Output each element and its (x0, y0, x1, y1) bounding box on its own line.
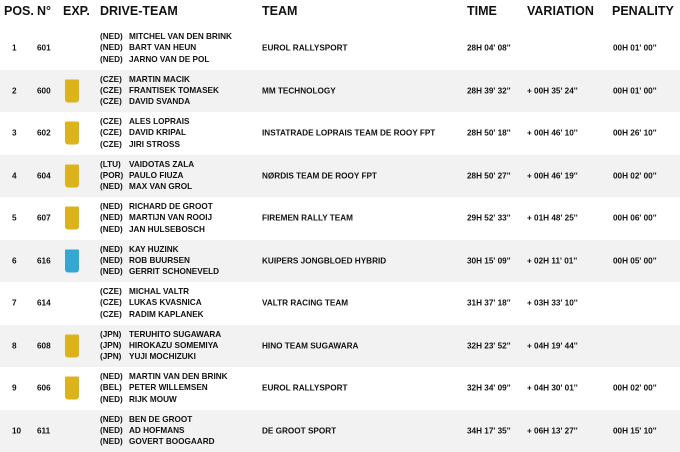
driver-line (100, 224, 213, 235)
team-cell: MM TECHNOLOGY (262, 86, 336, 96)
car-number-cell: 616 (37, 256, 51, 266)
driver-nationality: (NED) (100, 182, 123, 192)
driver-line (100, 351, 221, 362)
driver-name: YUJI MOCHIZUKI (129, 352, 196, 362)
team-cell: HINO TEAM SUGAWARA (262, 341, 359, 351)
experience-badge-icon (65, 249, 79, 272)
driver-name: BEN DE GROOT (129, 414, 193, 424)
table-row[interactable] (0, 27, 680, 70)
table-row[interactable] (0, 367, 680, 410)
table-row[interactable] (0, 325, 680, 368)
driver-nationality: (CZE) (100, 287, 122, 297)
table-row[interactable] (0, 70, 680, 113)
header-exp: EXP. (63, 4, 90, 18)
driver-name: PAULO FIUZA (129, 171, 184, 181)
car-number-cell: 608 (37, 341, 51, 351)
driver-name: JIRI STROSS (129, 139, 180, 149)
driver-name: JARNO VAN DE POL (129, 54, 210, 64)
drivers-cell (100, 329, 221, 363)
header-variation: VARIATION (527, 4, 594, 18)
table-row[interactable] (0, 410, 680, 452)
car-number-cell: 607 (37, 213, 51, 223)
driver-nationality: (CZE) (100, 309, 122, 319)
driver-name: JAN HULSEBOSCH (129, 224, 205, 234)
team-cell: VALTR RACING TEAM (262, 298, 349, 308)
drivers-cell (100, 244, 219, 278)
car-number-cell: 604 (37, 171, 51, 181)
driver-name: FRANTISEK TOMASEK (129, 86, 219, 96)
position-cell: 1 (12, 43, 17, 53)
driver-line (100, 383, 228, 394)
variation-cell: + 03H 33' 10'' (527, 298, 578, 308)
header-team: TEAM (262, 4, 298, 18)
experience-badge-icon (65, 79, 79, 102)
driver-nationality: (CZE) (100, 97, 122, 107)
driver-nationality: (NED) (100, 426, 123, 436)
time-cell: 34H 17' 35'' (467, 426, 511, 436)
variation-cell: + 04H 19' 44'' (527, 341, 578, 351)
experience-badge-icon (65, 377, 79, 400)
position-cell: 10 (12, 426, 22, 436)
driver-line (100, 340, 221, 351)
driver-line (100, 54, 232, 65)
driver-line (100, 309, 204, 320)
driver-line (100, 436, 215, 447)
car-number-cell: 602 (37, 128, 51, 138)
drivers-cell (100, 286, 204, 320)
driver-name: HIROKAZU SOMEMIYA (129, 341, 219, 351)
driver-nationality: (POR) (100, 171, 124, 181)
header-penality: PENALITY (612, 4, 674, 18)
experience-badge-icon (65, 164, 79, 187)
car-number-cell: 600 (37, 86, 51, 96)
driver-line (100, 128, 190, 139)
drivers-cell (100, 116, 190, 150)
driver-nationality: (JPN) (100, 352, 122, 362)
time-cell: 28H 04' 08'' (467, 43, 511, 53)
variation-cell: + 00H 46' 10'' (527, 128, 578, 138)
table-row[interactable] (0, 282, 680, 325)
position-cell: 7 (12, 298, 17, 308)
driver-nationality: (NED) (100, 32, 123, 42)
team-cell: DE GROOT SPORT (262, 426, 337, 436)
driver-name: MICHAL VALTR (129, 287, 190, 297)
driver-nationality: (CZE) (100, 117, 122, 127)
drivers-cell (100, 159, 194, 193)
driver-name: ALES LOPRAIS (129, 117, 190, 127)
table-header (0, 0, 680, 27)
driver-name: MARTIN MACIK (129, 74, 190, 84)
driver-nationality: (NED) (100, 213, 123, 223)
experience-badge-icon (65, 122, 79, 145)
variation-cell: + 00H 46' 19'' (527, 171, 578, 181)
penality-cell: 00H 01' 00'' (613, 86, 657, 96)
driver-nationality: (NED) (100, 224, 123, 234)
driver-line (100, 159, 194, 170)
driver-line (100, 116, 190, 127)
driver-nationality: (CZE) (100, 74, 122, 84)
driver-name: AD HOFMANS (129, 426, 185, 436)
position-cell: 3 (12, 128, 17, 138)
team-cell: FIREMEN RALLY TEAM (262, 213, 353, 223)
position-cell: 8 (12, 341, 17, 351)
driver-line (100, 201, 213, 212)
driver-name: MITCHEL VAN DEN BRINK (129, 32, 232, 42)
table-body (0, 27, 680, 452)
driver-line (100, 96, 219, 107)
variation-cell: + 06H 13' 27'' (527, 426, 578, 436)
time-cell: 28H 39' 32'' (467, 86, 511, 96)
table-row[interactable] (0, 197, 680, 240)
driver-name: GERRIT SCHONEVELD (129, 267, 220, 277)
driver-name: VAIDOTAS ZALA (129, 159, 195, 169)
driver-nationality: (CZE) (100, 298, 122, 308)
driver-name: RIJK MOUW (129, 394, 177, 404)
penality-cell: 00H 26' 10'' (613, 128, 657, 138)
driver-name: RICHARD DE GROOT (129, 202, 213, 212)
table-row[interactable] (0, 155, 680, 198)
team-cell: NØRDIS TEAM DE ROOY FPT (262, 171, 377, 181)
driver-line (100, 244, 219, 255)
header-time: TIME (467, 4, 497, 18)
driver-nationality: (NED) (100, 202, 123, 212)
driver-line (100, 170, 194, 181)
driver-name: MARTIN VAN DEN BRINK (129, 372, 228, 382)
drivers-cell (100, 414, 215, 448)
penality-cell: 00H 15' 10'' (613, 426, 657, 436)
table-row[interactable] (0, 112, 680, 155)
driver-nationality: (CZE) (100, 86, 122, 96)
time-cell: 31H 37' 18'' (467, 298, 511, 308)
driver-nationality: (NED) (100, 244, 123, 254)
time-cell: 30H 15' 09'' (467, 256, 511, 266)
driver-nationality: (NED) (100, 437, 123, 447)
penality-cell: 00H 06' 00'' (613, 213, 657, 223)
driver-name: PETER WILLEMSEN (129, 383, 208, 393)
penality-cell: 00H 01' 00'' (613, 43, 657, 53)
variation-cell: + 04H 30' 01'' (527, 383, 578, 393)
driver-line (100, 425, 215, 436)
penality-cell: 00H 05' 00'' (613, 256, 657, 266)
driver-line (100, 394, 228, 405)
driver-name: DAVID KRIPAL (129, 128, 187, 138)
driver-line (100, 286, 204, 297)
driver-nationality: (JPN) (100, 329, 122, 339)
driver-nationality: (CZE) (100, 128, 122, 138)
time-cell: 32H 23' 52'' (467, 341, 511, 351)
position-cell: 2 (12, 86, 17, 96)
driver-nationality: (CZE) (100, 139, 122, 149)
team-cell: EUROL RALLYSPORT (262, 43, 348, 53)
variation-cell: + 01H 48' 25'' (527, 213, 578, 223)
driver-name: BART VAN HEUN (129, 43, 197, 53)
team-cell: KUIPERS JONGBLOED HYBRID (262, 256, 387, 266)
variation-cell: + 00H 35' 24'' (527, 86, 578, 96)
table-row[interactable] (0, 240, 680, 283)
penality-cell: 00H 02' 00'' (613, 383, 657, 393)
driver-line (100, 266, 219, 277)
driver-nationality: (BEL) (100, 383, 122, 393)
car-number-cell: 601 (37, 43, 51, 53)
driver-line (100, 255, 219, 266)
driver-nationality: (JPN) (100, 341, 122, 351)
drivers-cell (100, 201, 213, 235)
car-number-cell: 606 (37, 383, 51, 393)
header-drive-team: DRIVE-TEAM (100, 4, 178, 18)
driver-line (100, 213, 213, 224)
team-cell: EUROL RALLYSPORT (262, 383, 348, 393)
car-number-cell: 614 (37, 298, 51, 308)
driver-line (100, 74, 219, 85)
driver-nationality: (NED) (100, 267, 123, 277)
experience-badge-icon (65, 334, 79, 357)
time-cell: 28H 50' 27'' (467, 171, 511, 181)
time-cell: 32H 34' 09'' (467, 383, 511, 393)
driver-line (100, 181, 194, 192)
driver-name: LUKAS KVASNICA (129, 298, 202, 308)
time-cell: 29H 52' 33'' (467, 213, 511, 223)
team-cell: INSTATRADE LOPRAIS TEAM DE ROOY FPT (262, 128, 436, 138)
position-cell: 5 (12, 213, 17, 223)
driver-name: MAX VAN GROL (129, 182, 193, 192)
driver-nationality: (NED) (100, 43, 123, 53)
driver-line (100, 31, 232, 42)
time-cell: 28H 50' 18'' (467, 128, 511, 138)
drivers-cell (100, 371, 228, 405)
driver-line (100, 329, 221, 340)
header-num: N° (37, 4, 52, 18)
position-cell: 4 (12, 171, 17, 181)
driver-line (100, 298, 204, 309)
driver-name: KAY HUZINK (129, 244, 179, 254)
variation-cell: + 02H 11' 01'' (527, 256, 578, 266)
driver-nationality: (LTU) (100, 159, 121, 169)
experience-badge-icon (65, 207, 79, 230)
driver-nationality: (NED) (100, 394, 123, 404)
driver-nationality: (NED) (100, 372, 123, 382)
penality-cell: 00H 02' 00'' (613, 171, 657, 181)
car-number-cell: 611 (37, 426, 51, 436)
driver-name: ROB BUURSEN (129, 256, 190, 266)
driver-line (100, 414, 215, 425)
header-pos: POS. (4, 4, 34, 18)
driver-name: TERUHITO SUGAWARA (129, 329, 222, 339)
position-cell: 9 (12, 383, 17, 393)
driver-name: GOVERT BOOGAARD (129, 437, 215, 447)
driver-line (100, 85, 219, 96)
drivers-cell (100, 31, 232, 65)
drivers-cell (100, 74, 219, 108)
driver-line (100, 43, 232, 54)
position-cell: 6 (12, 256, 17, 266)
driver-name: RADIM KAPLANEK (129, 309, 204, 319)
driver-line (100, 139, 190, 150)
driver-line (100, 371, 228, 382)
driver-nationality: (NED) (100, 414, 123, 424)
driver-nationality: (NED) (100, 54, 123, 64)
driver-nationality: (NED) (100, 256, 123, 266)
driver-name: MARTIJN VAN ROOIJ (129, 213, 213, 223)
driver-name: DAVID SVANDA (129, 97, 191, 107)
